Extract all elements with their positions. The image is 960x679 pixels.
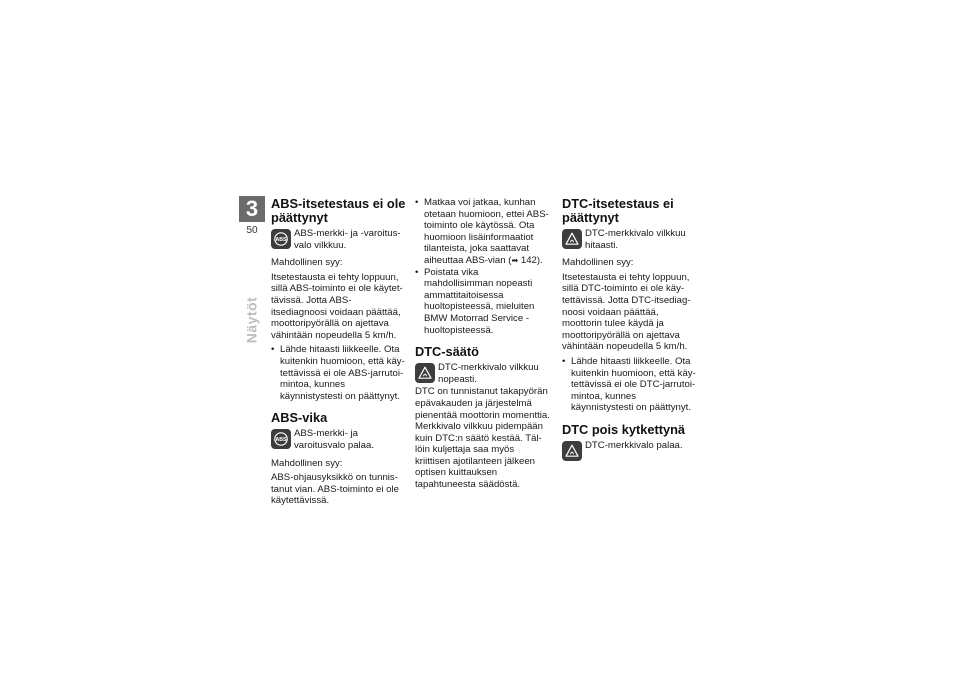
page-number: 50 xyxy=(246,225,258,236)
column-3 xyxy=(562,197,697,467)
chapter-label: Näytöt xyxy=(243,296,260,344)
cause-label: Mahdollinen syy: xyxy=(562,257,634,269)
list-item xyxy=(415,197,550,267)
lamp-row-dtc-selftest xyxy=(562,228,697,251)
dtc-warning-icon xyxy=(562,229,582,249)
svg-text:ABS: ABS xyxy=(275,437,287,444)
ref-page: 142). xyxy=(520,254,543,266)
lamp-text: ABS-merkki- ja -varoitusvalo vilkkuu. xyxy=(294,228,401,251)
page-ref[interactable] xyxy=(508,255,542,266)
body-text: Itsetestausta ei tehty loppuun, sillä DTC-toiminto ei ole käytettävissä. Jotta DTC-itsediagnoosi voidaan päättää, moottorin tulee käydä ja moottoripyörällä on ajettava vähintään nopeudella 5 km/h. xyxy=(562,271,691,353)
list-item-text: Matkaa voi jatkaa, kunhan otetaan huomioon, ettei ABS-toiminto ole käytössä. Ota huomioon lisäinformaatiot tilanteista, joka saattavat aiheuttaa ABS-vian xyxy=(424,197,549,266)
list-item: • Lähde hitaasti liikkeelle. Ota kuitenkin huomioon, että käytettävissä ei ole ABS-jarrutoimintoa, kunnes käynnistystesti on päättynyt. xyxy=(271,344,406,402)
chapter-number: 3 xyxy=(245,196,259,221)
arrow-right-icon: ➡ xyxy=(511,255,519,265)
heading-abs-selftest: ABS-itsetestaus ei ole päättynyt xyxy=(271,196,406,225)
svg-text:ABS: ABS xyxy=(275,237,287,244)
dtc-warning-icon xyxy=(415,363,435,383)
list-item: • Lähde hitaasti liikkeelle. Ota kuitenkin huomioon, että käytettävissä ei ole DTC-jarrutoimintoa, kunnes käynnistystesti on päättynyt. xyxy=(562,356,697,414)
body-text: ABS-ohjausyksikkö on tunnistanut vian. ABS-toiminto ei ole käytettävissä. xyxy=(271,472,399,507)
heading-dtc-selftest: DTC-itsetestaus ei päättynyt xyxy=(562,196,674,225)
ref-open: ( xyxy=(508,254,512,266)
heading-abs-fault: ABS-vika xyxy=(271,410,328,426)
lamp-text: DTC-merkkivalo vilkkuu hitaasti. xyxy=(585,228,686,251)
abs-warning-icon xyxy=(271,229,291,249)
lamp-row-dtc-off xyxy=(562,440,697,461)
abs-warning-icon xyxy=(271,429,291,449)
dtc-warning-icon xyxy=(562,441,582,461)
bullet-list xyxy=(562,356,697,414)
column-2 xyxy=(415,197,550,494)
list-item: • Poistata vika mahdollisimman nopeasti ammattitaitoisessa huoltopisteessä, mieluiten BMW Motorrad Service -huoltopisteessä. xyxy=(415,267,550,337)
lamp-text: ABS-merkki- ja varoitusvalo palaa. xyxy=(294,428,374,451)
chapter-tab xyxy=(239,196,265,222)
lamp-text: DTC-merkkivalo vilkkuu nopeasti. xyxy=(438,362,539,385)
cause-label: Mahdollinen syy: xyxy=(271,457,343,469)
body-text: DTC on tunnistanut takapyörän epävakauden ja järjestelmä pienentää moottorin momenttia. Merkkivalo vilkkuu pidempään kuin DTC:n säätö kestää. Tällöin kuljettaja saa myös kriittisen ajotilanteen jälkeen optisen kuittauksen tapahtuneesta säädöstä. xyxy=(415,386,550,491)
heading-dtc-off: DTC pois kytkettynä xyxy=(562,421,686,437)
lamp-text: DTC-merkkivalo palaa. xyxy=(585,439,683,451)
bullet-list xyxy=(271,344,406,402)
body-text: Itsetestausta ei tehty loppuun, sillä ABS-toiminto ei ole käytettävissä. Jotta ABS-itsediagnoosi voidaan päättää, moottoripyörällä on ajettava vähintään nopeudella 5 km/h. xyxy=(271,271,403,341)
lamp-row-abs-fault xyxy=(271,428,406,451)
heading-dtc-control: DTC-säätö xyxy=(415,344,479,360)
lamp-row-abs-selftest xyxy=(271,228,406,251)
column-1 xyxy=(271,197,406,510)
cause-label: Mahdollinen syy: xyxy=(271,257,343,269)
bullet-list xyxy=(415,197,550,336)
lamp-row-dtc-control xyxy=(415,362,550,385)
